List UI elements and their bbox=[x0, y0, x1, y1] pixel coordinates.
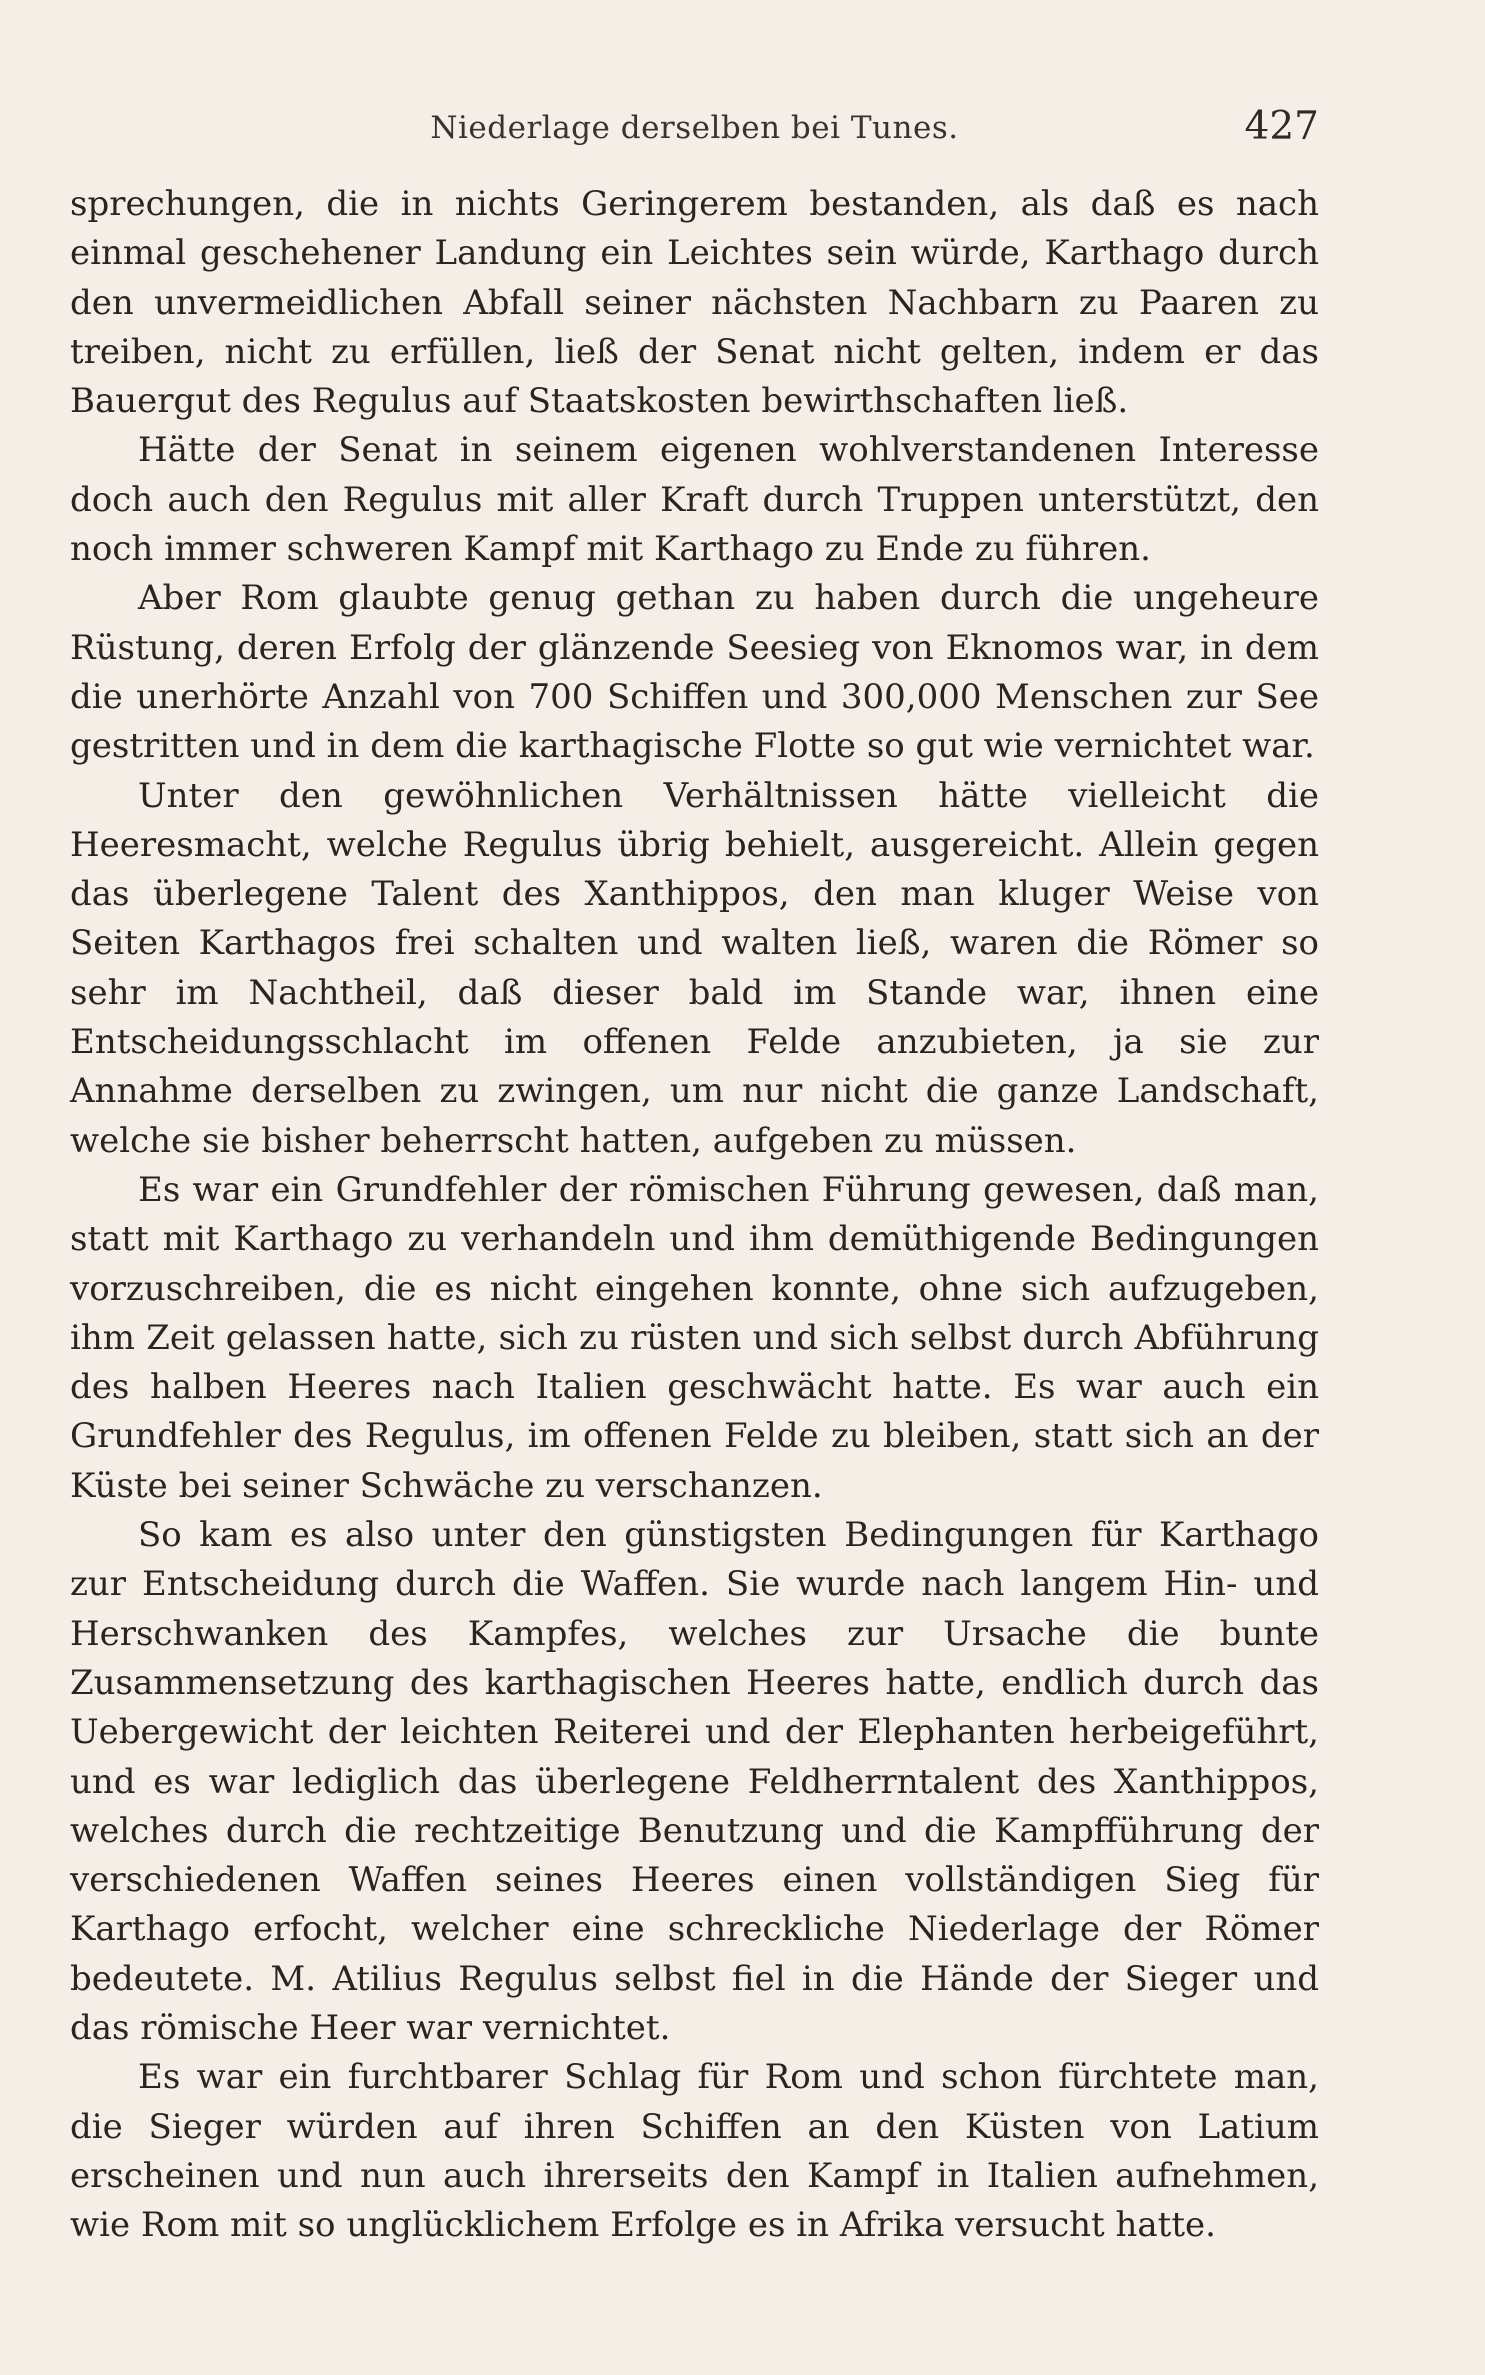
paragraph: Unter den gewöhnlichen Verhältnissen hätte vielleicht die Heeresmacht, welche Regulus übrig behielt, ausgereicht. Allein gegen das überlegene Talent des Xanthippos, den man kluger Weise von Seiten Karthagos frei schalten und walten ließ, waren die Römer so sehr im Nachtheil, daß dieser bald im Stande war, ihnen eine Entscheidungsschlacht im offenen Felde anzubieten, ja sie zur Annahme derselben zu zwingen, um nur nicht die ganze Landschaft, welche sie bisher beherrscht hatten, aufgeben zu müssen. bbox=[70, 775, 1319, 1161]
paragraph: Es war ein furchtbarer Schlag für Rom und schon fürchtete man, die Sieger würden auf ihren Schiffen an den Küsten von Latium erscheinen und nun auch ihrerseits den Kampf in Italien aufnehmen, wie Rom mit so unglücklichem Erfolge es in Afrika versucht hatte. bbox=[70, 2057, 1319, 2246]
paragraph: Es war ein Grundfehler der römischen Führung gewesen, daß man, statt mit Karthago zu verhandeln und ihm demüthigende Bedingungen vorzuschreiben, die es nicht eingehen konnte, ohne sich aufzugeben, ihm Zeit gelassen hatte, sich zu rüsten und sich selbst durch Abführung des halben Heeres nach Italien geschwächt hatte. Es war auch ein Grundfehler des Regulus, im offenen Felde zu bleiben, statt sich an der Küste bei seiner Schwäche zu verschanzen. bbox=[70, 1169, 1319, 1506]
page-number: 427 bbox=[1244, 104, 1319, 149]
paragraph: Hätte der Senat in seinem eigenen wohlverstandenen Interesse doch auch den Regulus mit aller Kraft durch Truppen unterstützt, den noch immer schweren Kampf mit Karthago zu Ende zu führen. bbox=[70, 430, 1319, 570]
paragraph: sprechungen, die in nichts Geringerem bestanden, als daß es nach einmal geschehener Landung ein Leichtes sein würde, Karthago durch den unvermeidlichen Abfall seiner nächsten Nachbarn zu Paaren zu treiben, nicht zu erfüllen, ließ der Senat nicht gelten, indem er das Bauergut des Regulus auf Staatskosten bewirthschaften ließ. bbox=[70, 184, 1319, 422]
body-text bbox=[70, 180, 1319, 2250]
paragraph: So kam es also unter den günstigsten Bedingungen für Karthago zur Entscheidung durch die Waffen. Sie wurde nach langem Hin- und Herschwanken des Kampfes, welches zur Ursache die bunte Zusammensetzung des karthagischen Heeres hatte, endlich durch das Uebergewicht der leichten Reiterei und der Elephanten herbeigeführt, und es war lediglich das überlegene Feldherrntalent des Xanthippos, welches durch die rechtzeitige Benutzung und die Kampfführung der verschiedenen Waffen seines Heeres einen vollständigen Sieg für Karthago erfocht, welcher eine schreckliche Niederlage der Römer bedeutete. M. Atilius Regulus selbst fiel in die Hände der Sieger und das römische Heer war vernichtet. bbox=[70, 1515, 1319, 2048]
paragraph: Aber Rom glaubte genug gethan zu haben durch die ungeheure Rüstung, deren Erfolg der glänzende Seesieg von Eknomos war, in dem die unerhörte Anzahl von 700 Schiffen und 300,000 Menschen zur See gestritten und in dem die karthagische Flotte so gut wie vernichtet war. bbox=[70, 578, 1319, 767]
running-title: Niederlage derselben bei Tunes. bbox=[430, 110, 959, 146]
running-header bbox=[70, 100, 1319, 160]
